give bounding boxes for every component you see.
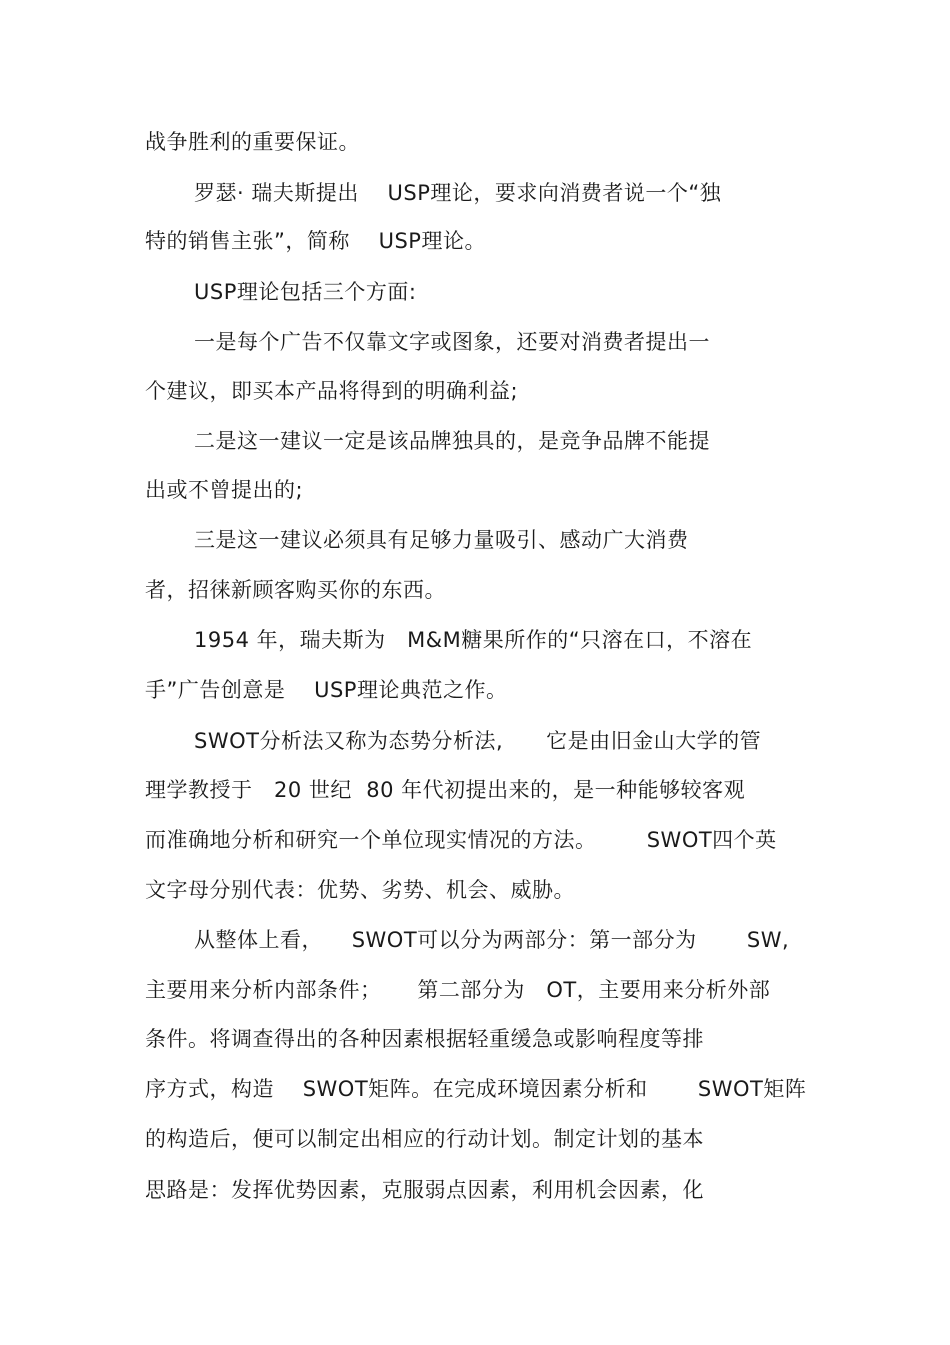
text-line: 序方式，构造 SWOT矩阵。在完成环境因素分析和 SWOT矩阵: [145, 1077, 807, 1101]
text-line: 一是每个广告不仅靠文字或图象，还要对消费者提出一: [194, 330, 710, 354]
text-line: 主要用来分析内部条件； 第二部分为 OT，主要用来分析外部: [145, 978, 771, 1002]
text-line: 1954 年，瑞夫斯为 M&M糖果所作的“只溶在口，不溶在: [194, 628, 753, 652]
text-line: 的构造后，便可以制定出相应的行动计划。制定计划的基本: [145, 1127, 704, 1151]
text-line: 从整体上看， SWOT可以分为两部分：第一部分为 SW,: [194, 928, 790, 952]
text-line: 文字母分别代表：优势、劣势、机会、威胁。: [145, 878, 575, 902]
text-line: 三是这一建议必须具有足够力量吸引、感动广大消费: [194, 528, 689, 552]
text-line: 二是这一建议一定是该品牌独具的，是竞争品牌不能提: [194, 429, 710, 453]
text-line: USP理论包括三个方面:: [194, 280, 417, 304]
text-line: 条件。将调查得出的各种因素根据轻重缓急或影响程度等排: [145, 1027, 704, 1051]
text-line: 罗瑟· 瑞夫斯提出 USP理论，要求向消费者说一个“独: [194, 181, 722, 205]
text-line: 理学教授于 20 世纪 80 年代初提出来的，是一种能够较客观: [145, 778, 746, 802]
text-line: 思路是：发挥优势因素，克服弱点因素，利用机会因素，化: [145, 1178, 704, 1202]
text-line: 特的销售主张”，简称 USP理论。: [145, 229, 486, 253]
text-line: 个建议，即买本产品将得到的明确利益;: [145, 379, 519, 403]
text-line: 而准确地分析和研究一个单位现实情况的方法。 SWOT四个英: [145, 828, 777, 852]
text-line: 出或不曾提出的;: [145, 478, 304, 502]
text-line: 者，招徕新顾客购买你的东西。: [145, 578, 446, 602]
text-line: SWOT分析法又称为态势分析法, 它是由旧金山大学的管: [194, 729, 762, 753]
text-line: 手”广告创意是 USP理论典范之作。: [145, 678, 508, 702]
text-line: 战争胜利的重要保证。: [145, 130, 360, 154]
